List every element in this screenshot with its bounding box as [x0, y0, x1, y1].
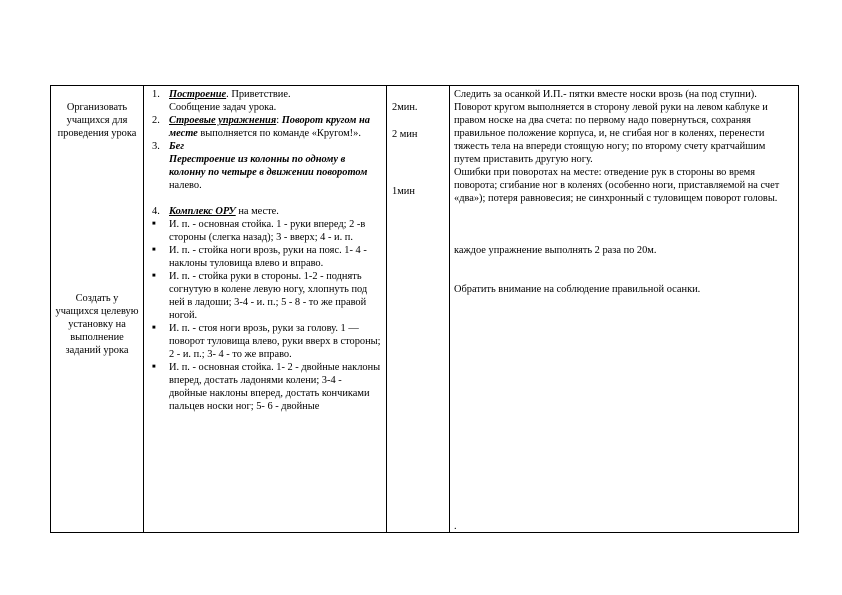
bullet-icon: ■ [152, 247, 156, 253]
term-warmup: Комплекс ОРУ [169, 206, 236, 217]
term-drill: Строевые упражнения [169, 115, 277, 126]
bullet-icon: ■ [152, 325, 156, 331]
notes-cell [450, 86, 799, 533]
exercise-item: ■ И. п. - стойка руки в стороны. 1-2 - поднять согнутую в колене левую ногу, хлопнуть под ней в ладоши; 3-4 - и. п.; 5 - 8 - то же правой ногой. [152, 271, 368, 321]
bullet-icon: ■ [152, 364, 156, 370]
goals-cell [51, 86, 144, 533]
goal-motivation: Создать у учащихся целевую установку на выполнение заданий урока [55, 293, 139, 356]
content-cell [144, 86, 387, 533]
note-posture: Следить за осанкой И.П.- пятки вместе носки врозь (на под ступни). [454, 89, 757, 100]
exercise-item: ■ И. п. - стоя ноги врозь, руки за голову. 1 — поворот туловища влево, руки вверх в стороны; 2 - и. п.; 3- 4 - то же вправо. [152, 323, 381, 360]
exercise-item: ■ И. п. - основная стойка. 1- 2 - двойные наклоны вперед, достать ладонями колени; 3-4 - двойные наклоны вперед, достать кончиками пальцев носки ног; 5- 6 - двойные [152, 362, 381, 412]
note-errors: Ошибки при поворотах на месте: отведение рук в стороны во время поворота; сгибание ног в коленях (особенно ноги, приставляемой на счет «два»); потеря равновесия; не синхронный с туловищем поворот головы. [454, 167, 780, 204]
lesson-plan-table [50, 85, 799, 533]
note-turn: Поворот кругом выполняется в сторону левой руки на левом каблуке и правом носке на два счета: по первому надо повернуться, сохраняя правильное положение корпуса, и, не сгибая ног в коленях, перенести тяжесть тела на впереди стоящую ногу; по второму счету кратчайшим путем приставить другую ногу. [454, 102, 768, 165]
time-drill: 2 мин [392, 129, 418, 140]
list-item-run: 3. Бег Перестроение из колонны по одному в колонну по четыре в движении поворотом налево. [152, 141, 368, 191]
note-repeat: каждое упражнение выполнять 2 раза по 20м. [454, 245, 657, 256]
goal-organize: Организовать учащихся для проведения урока [57, 102, 137, 139]
table-row [51, 86, 799, 533]
list-item-drill: 2. Строевые упражнения: Поворот кругом на месте выполняется по команде «Кругом!». [152, 115, 370, 139]
term-formation: Построение [169, 89, 227, 100]
term-run: Бег [169, 141, 185, 152]
time-run: 1мин [392, 186, 415, 197]
time-cell [387, 86, 450, 533]
exercise-item: ■ И. п. - основная стойка. 1 - руки вперед; 2 -в стороны (слегка назад); 3 - вверх; 4 - и. п. [152, 219, 366, 243]
note-attention: Обратить внимание на соблюдение правильной осанки. [454, 284, 701, 295]
trailing-dot: . [454, 521, 457, 532]
exercise-item: ■ И. п. - стойка ноги врозь, руки на пояс. 1- 4 - наклоны туловища влево и вправо. [152, 245, 367, 269]
list-item-warmup: 4. Комплекс ОРУ на месте. [152, 206, 279, 217]
bullet-icon: ■ [152, 221, 156, 227]
bullet-icon: ■ [152, 273, 156, 279]
list-item-formation: 1. Построение. Приветствие. Сообщение задач урока. [152, 89, 291, 113]
time-formation: 2мин. [392, 102, 418, 113]
